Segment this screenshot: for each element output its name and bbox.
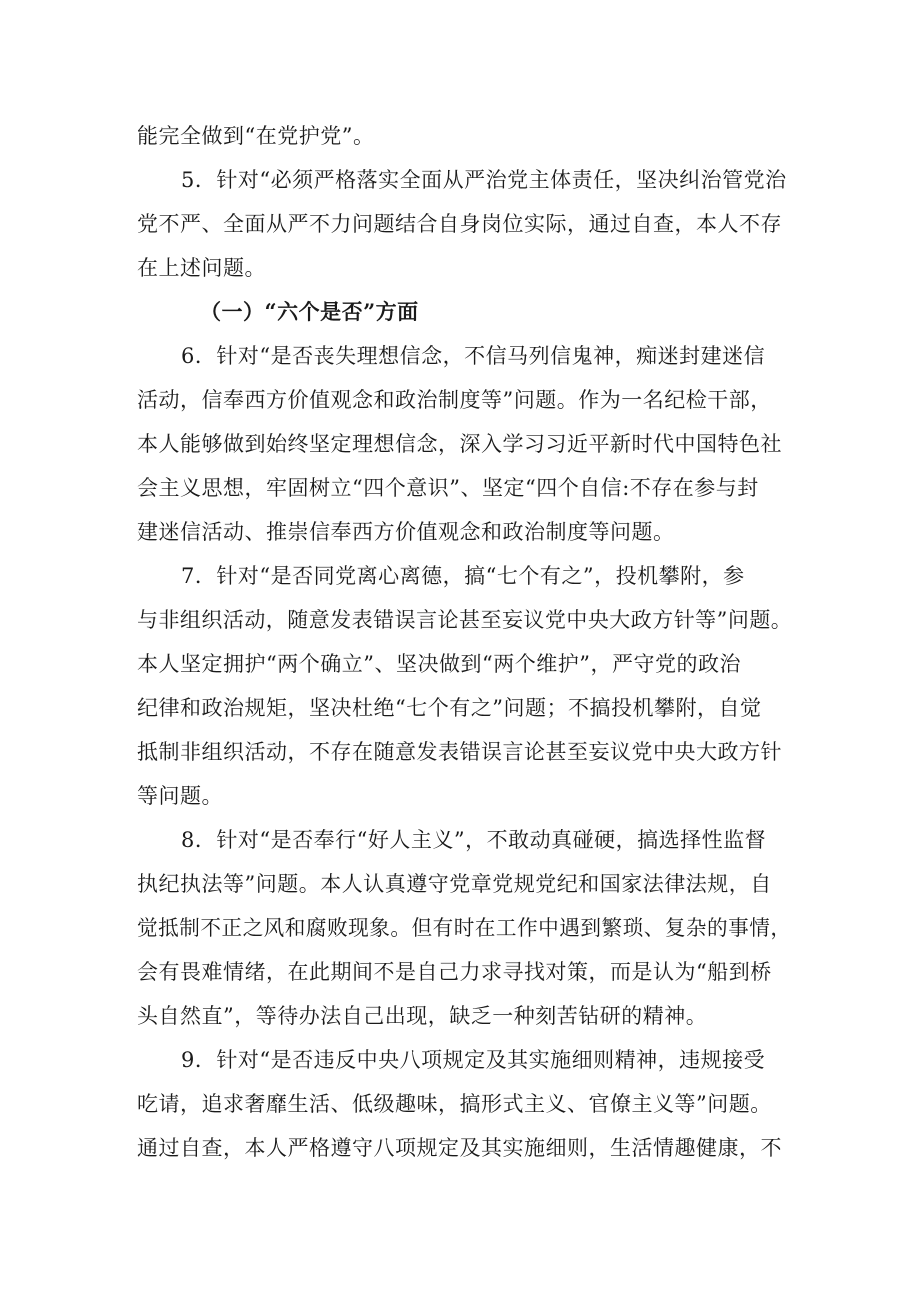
text-line: 觉抵制不正之风和腐败现象。但有时在工作中遇到繁琐、复杂的事情，	[137, 916, 792, 940]
text-line: 纪律和政治规矩，坚决杜绝“七个有之”问题；不搞投机攀附，自觉	[137, 696, 762, 720]
item-5-line: 5．针对“必须严格落实全面从严治党主体责任，坚决纠治管党治	[181, 168, 787, 192]
text-line: 会主义思想，牢固树立“四个意识”、坚定“四个自信:不存在参与封	[137, 476, 759, 500]
text-line: 头自然直”，等待办法自己出现，缺乏一种刻苦钻研的精神。	[137, 1004, 708, 1028]
section-heading: （一）“六个是否”方面	[200, 299, 419, 324]
text-line: 党不严、全面从严不力问题结合自身岗位实际，通过自查，本人不存	[137, 212, 782, 236]
text-line: 抵制非组织活动，不存在随意发表错误言论甚至妄议党中央大政方针	[137, 740, 782, 764]
text-line: 能完全做到“在党护党”。	[137, 124, 375, 148]
item-6-line: 6．针对“是否丧失理想信念，不信马列信鬼神，痴迷封建迷信	[181, 344, 766, 368]
item-7-line: 7．针对“是否同党离心离德，搞“七个有之”，投机攀附，参	[181, 564, 745, 588]
text-line: 通过自查，本人严格遵守八项规定及其实施细则，生活情趣健康，不	[137, 1136, 782, 1160]
text-line: 活动，信奉西方价值观念和政治制度等”问题。作为一名纪检干部，	[137, 388, 772, 412]
text-line: 执纪执法等”问题。本人认真遵守党章党规党纪和国家法律法规，自	[137, 872, 772, 896]
item-9-line: 9．针对“是否违反中央八项规定及其实施细则精神，违规接受	[181, 1048, 766, 1072]
text-line: 本人坚定拥护“两个确立”、坚决做到“两个维护”，严守党的政治	[137, 652, 741, 676]
item-8-line: 8．针对“是否奉行“好人主义”，不敢动真碰硬，搞选择性监督	[181, 828, 767, 852]
text-line: 会有畏难情绪，在此期间不是自己力求寻找对策，而是认为“船到桥	[137, 960, 772, 984]
text-line: 等问题。	[137, 784, 223, 808]
text-line: 在上述问题。	[137, 256, 266, 280]
text-line: 吃请，追求奢靡生活、低级趣味，搞形式主义、官僚主义等”问题。	[137, 1092, 772, 1116]
text-line: 与非组织活动，随意发表错误言论甚至妄议党中央大政方针等”问题。	[137, 608, 793, 632]
text-line: 本人能够做到始终坚定理想信念，深入学习习近平新时代中国特色社	[137, 432, 782, 456]
text-line: 建迷信活动、推崇信奉西方价值观念和政治制度等问题。	[137, 520, 675, 544]
